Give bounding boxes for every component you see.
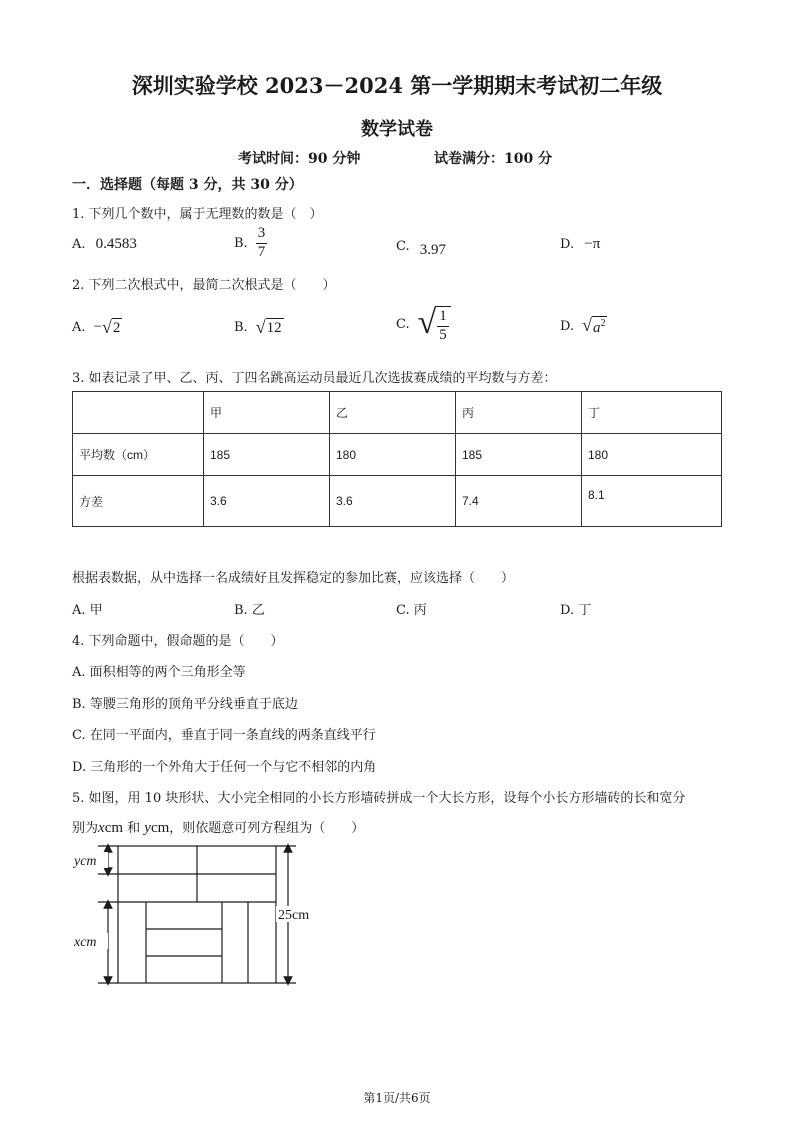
q4-option-c: C. 在同一平面内，垂直于同一条直线的两条直线平行 <box>72 728 376 743</box>
q2-option-a <box>72 318 122 337</box>
q1-option-b <box>234 226 267 261</box>
label-25cm: 25cm <box>278 908 310 923</box>
table-cell: 180 <box>330 434 456 476</box>
section-heading: 一．选择题（每题 3 分，共 30 分） <box>72 177 303 193</box>
option-value: −π <box>584 236 601 252</box>
q2-option-b <box>234 318 284 337</box>
table-cell: 8.1 <box>582 476 722 527</box>
option-value: 0.4583 <box>95 236 137 252</box>
q3-option-d: D. 丁 <box>560 603 592 618</box>
sqrt-expression <box>256 318 284 337</box>
option-label: C. <box>396 317 410 333</box>
table-cell <box>73 392 204 434</box>
denominator: 7 <box>257 243 266 260</box>
label-xcm: xcm <box>74 935 97 950</box>
q3-option-b: B. 乙 <box>234 603 265 618</box>
table-row <box>73 434 722 476</box>
option-label: A. <box>72 237 86 252</box>
question-5-line-1: 5. 如图，用 10 块形状、大小完全相同的小长方形墙砖拼成一个大长方形，设每个小长方形墙砖的长和宽分 <box>72 791 686 806</box>
q3-option-c: C. 丙 <box>396 603 427 618</box>
q1-option-a <box>72 236 137 253</box>
question-4-stem: 4. 下列命题中，假命题的是（ ） <box>72 634 284 649</box>
text: ，则依题意可列方程组为（ ） <box>169 821 365 836</box>
question-2-stem: 2. 下列二次根式中，最简二次根式是（ ） <box>72 278 336 293</box>
question-3-prompt: 根据表数据，从中选择一名成绩好且发挥稳定的参加比赛，应该选择（ ） <box>72 571 515 586</box>
radical-icon: √ <box>417 304 437 341</box>
q4-option-a: A. 面积相等的两个三角形全等 <box>72 665 246 680</box>
table-cell: 3.6 <box>204 476 330 527</box>
table-cell: 7.4 <box>456 476 582 527</box>
table-cell: 乙 <box>330 392 456 434</box>
option-label: D. <box>560 237 575 252</box>
table-cell: 方差 <box>73 476 204 527</box>
table-cell: 185 <box>204 434 330 476</box>
table-cell: 甲 <box>204 392 330 434</box>
exam-time: 考试时间：90 分钟 <box>238 151 361 167</box>
q1-option-d <box>560 236 600 253</box>
variable-y: y <box>144 820 151 836</box>
label-ycm: ycm <box>74 854 97 869</box>
question-3-stem: 3. 如表记录了甲、乙、丙、丁四名跳高运动员最近几次选拔赛成绩的平均数与方差： <box>72 371 557 386</box>
unit: cm <box>150 820 170 836</box>
numerator: 1 <box>437 309 449 327</box>
q4-option-d: D. 三角形的一个外角大于任何一个与它不相邻的内角 <box>72 760 377 775</box>
radicand: 2 <box>112 320 121 336</box>
radicand <box>436 306 451 344</box>
unit: cm <box>104 820 124 836</box>
exam-title: 深圳实验学校 2023－2024 第一学期期末考试初二年级 <box>131 73 663 98</box>
option-label: D. <box>560 319 575 334</box>
option-label: B. <box>234 320 248 335</box>
table-cell: 180 <box>582 434 722 476</box>
table-cell: 平均数（cm） <box>73 434 204 476</box>
exponent: 2 <box>600 318 606 329</box>
radicand <box>592 316 608 337</box>
full-score: 试卷满分：100 分 <box>434 151 553 167</box>
table-cell: 丙 <box>456 392 582 434</box>
exam-subtitle: 数学试卷 <box>361 119 433 140</box>
minus-sign: − <box>93 319 102 335</box>
text: 和 <box>123 821 145 836</box>
option-label: C. <box>396 239 410 254</box>
table-cell: 3.6 <box>330 476 456 527</box>
question-5-line-2 <box>72 817 364 837</box>
question-1-stem: 1. 下列几个数中，属于无理数的数是（ ） <box>72 207 323 222</box>
table-row <box>73 476 722 527</box>
table-cell: 丁 <box>582 392 722 434</box>
table-cell: 185 <box>456 434 582 476</box>
option-label: A. <box>72 320 86 335</box>
text: 别为 <box>72 821 99 836</box>
athlete-stats-table <box>72 391 722 527</box>
numerator: 3 <box>256 226 268 244</box>
brick-wall-figure <box>70 838 330 988</box>
repeating-decimal: 3.97 <box>419 242 447 258</box>
sqrt-expression <box>582 316 607 337</box>
radical-icon: √ <box>582 315 592 335</box>
q2-option-d <box>560 316 607 337</box>
variable-x: x <box>98 820 105 836</box>
table-header-row <box>73 392 722 434</box>
radicand: 12 <box>266 320 282 336</box>
q4-option-b: B. 等腰三角形的顶角平分线垂直于底边 <box>72 697 298 712</box>
sqrt-expression <box>418 306 451 344</box>
fraction <box>256 226 268 261</box>
q1-option-c <box>396 238 447 258</box>
q3-option-a: A. 甲 <box>72 603 103 618</box>
radical-icon: √ <box>102 317 112 337</box>
q2-option-c <box>396 306 451 344</box>
fraction <box>437 309 449 344</box>
radical-icon: √ <box>255 317 266 337</box>
denominator: 5 <box>439 326 447 343</box>
sqrt-expression <box>102 318 122 337</box>
variable: a <box>592 320 601 336</box>
option-label: B. <box>234 235 248 251</box>
page-number: 第1页/共6页 <box>363 1091 431 1105</box>
